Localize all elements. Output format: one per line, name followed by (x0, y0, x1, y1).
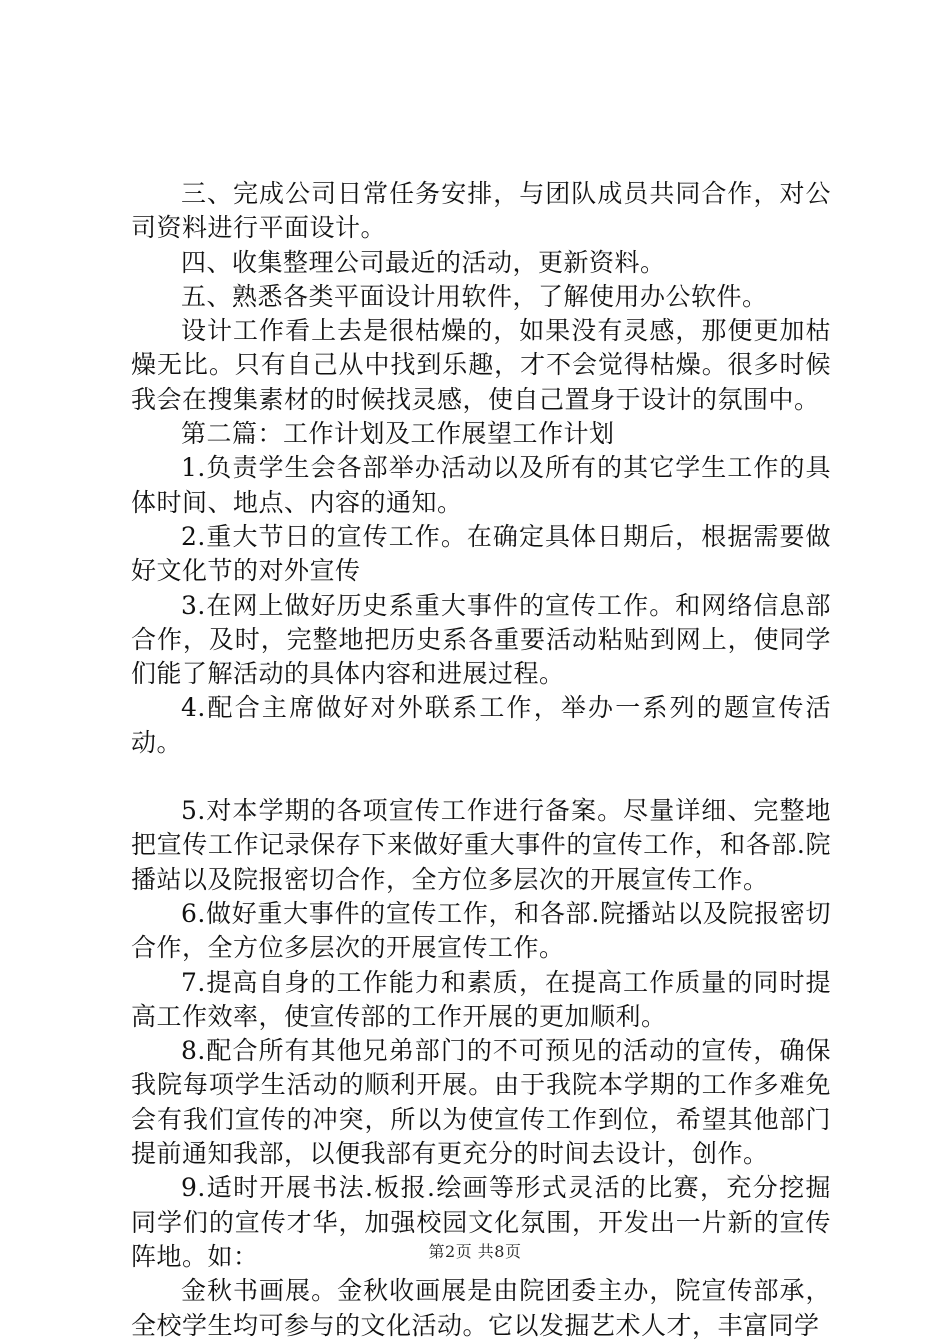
plan-item-2: 2.重大节日的宣传工作。在确定具体日期后，根据需要做好文化节的对外宣传 (131, 521, 831, 586)
plan-item-5: 5.对本学期的各项宣传工作进行备案。尽量详细、完整地把宣传工作记录保存下来做好重大事件的宣传工作，和各部.院播站以及院报密切合作，全方位多层次的开展宣传工作。 (131, 796, 831, 894)
plan-item-1: 1.负责学生会各部举办活动以及所有的其它学生工作的具体时间、地点、内容的通知。 (131, 453, 831, 517)
plan-item-8: 8.配合所有其他兄弟部门的不可预见的活动的宣传，确保我院每项学生活动的顺利开展。由于我院本学期的工作多难免会有我们宣传的冲突，所以为使宣传工作到位，希望其他部门提前通知我部，以便我部有更充分的时间去设计，创作。 (131, 1036, 831, 1169)
document-body (131, 177, 831, 1343)
plan-item-3: 3.在网上做好历史系重大事件的宣传工作。和网络信息部合作，及时，完整地把历史系各重要活动粘贴到网上，使同学们能了解活动的具体内容和进展过程。 (131, 590, 831, 689)
paragraph-item-5: 五、熟悉各类平面设计用软件，了解使用办公软件。 (181, 281, 768, 311)
plan-item-9: 9.适时开展书法.板报.绘画等形式灵活的比赛，充分挖掘同学们的宣传才华，加强校园文化氛围，开发出一片新的宣传阵地。如： (131, 1173, 831, 1271)
page-footer: 第2页 共8页 (428, 1242, 522, 1261)
plan-item-7: 7.提高自身的工作能力和素质，在提高工作质量的同时提高工作效率，使宣传部的工作开展的更加顺利。 (131, 967, 831, 1031)
paragraph-design-inspiration: 设计工作看上去是很枯燥的，如果没有灵感，那便更加枯燥无比。只有自己从中找到乐趣，才不会觉得枯燥。很多时候我会在搜集素材的时候找灵感，使自己置身于设计的氛围中。 (131, 316, 831, 414)
plan-item-6: 6.做好重大事件的宣传工作，和各部.院播站以及院报密切合作，全方位多层次的开展宣传工作。 (131, 898, 831, 963)
paragraph-item-4: 四、收集整理公司最近的活动，更新资料。 (181, 247, 666, 277)
paragraph-autumn-exhibition: 金秋书画展。金秋收画展是由院团委主办，院宣传部承，全校学生均可参与的文化活动。它以发掘艺术人才，丰富同学 (131, 1276, 831, 1340)
paragraph-item-3: 三、完成公司日常任务安排，与团队成员共同合作，对公司资料进行平面设计。 (131, 179, 831, 243)
plan-item-4: 4.配合主席做好对外联系工作，举办一系列的题宣传活动。 (131, 693, 831, 757)
section-heading-part-two: 第二篇：工作计划及工作展望工作计划 (181, 419, 615, 449)
